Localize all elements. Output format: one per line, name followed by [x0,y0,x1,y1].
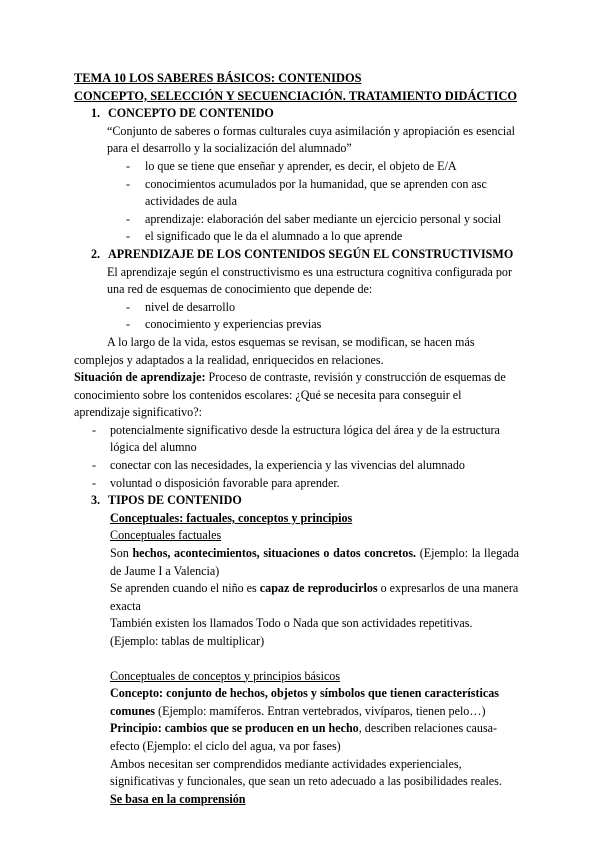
list-item: - potencialmente significativo desde la estructura lógica del área y de la estructura lógica del alumno [92,422,500,455]
document-page [74,70,519,808]
both-comprehension-text: Ambos necesitan ser comprendidos mediante actividades experienciales, significativas y funcionales, que sean un reto adecuado a las posibilidades reales. [110,756,502,789]
list-item: - conocimiento y experiencias previas [126,317,322,332]
definition-quote: “Conjunto de saberes o formas culturales cuya asimilación y apropiación es esencial para el desarrollo y la socialización del alumnado” [107,123,516,156]
schemes-paragraph: A lo largo de la vida, estos esquemas se revisan, se modifican, se hacen más complejos y adaptados a la realidad, enriquecidos en relaciones. [74,334,475,367]
list-item: - voluntad o disposición favorable para aprender. [92,475,340,490]
all-or-nothing-text: También existen los llamados Todo o Nada que son actividades repetitivas. (Ejemplo: tablas de multiplicar) [110,616,473,648]
meaningful-learning-list [74,422,519,492]
concept-list [74,158,519,246]
section-1-heading: 1. CONCEPTO DE CONTENIDO [91,106,274,121]
list-item: - el significado que le da el alumnado a lo que aprende [126,229,403,244]
doc-title: TEMA 10 LOS SABERES BÁSICOS: CONTENIDOS [74,71,362,85]
list-item: - aprendizaje: elaboración del saber mediante un ejercicio personal y social [126,211,502,226]
comprehension-basis: Se basa en la comprensión [110,791,246,806]
factual-learning: Se aprenden cuando el niño es capaz de reproducirlos o expresarlos de una manera exacta [110,581,519,613]
factual-subheading: Conceptuales factuales [110,528,222,543]
list-item: - conectar con las necesidades, la experiencia y las vivencias del alumnado [92,458,465,473]
dependency-list [74,299,519,334]
list-item: - conocimientos acumulados por la humanidad, que se aprenden con asc actividades de aula [126,176,487,209]
concept-definition: Concepto: conjunto de hechos, objetos y símbolos que tienen características comunes (Ejemplo: mamíferos. Entran vertebrados, vivíparos, tienen pelo…) [110,686,499,718]
list-item: - lo que se tiene que enseñar y aprender, es decir, el objeto de E/A [126,158,457,173]
doc-subtitle: CONCEPTO, SELECCIÓN Y SECUENCIACIÓN. TRATAMIENTO DIDÁCTICO [74,88,518,103]
constructivism-paragraph: El aprendizaje según el constructivismo es una estructura cognitiva configurada por una red de esquemas de conocimiento que depende de: [107,264,512,297]
section-2-heading: 2. APRENDIZAJE DE LOS CONTENIDOS SEGÚN EL CONSTRUCTIVISMO [91,246,514,261]
principle-definition: Principio: cambios que se producen en un hecho, describen relaciones causa-efecto (Ejemplo: el ciclo del agua, va por fases) [110,721,498,753]
learning-situation-paragraph: Situación de aprendizaje: Proceso de contraste, revisión y construcción de esquemas de conocimiento sobre los contenidos escolares: ¿Qué se necesita para conseguir el aprendizaje significativo?: [74,370,506,420]
conceptual-types-subheading: Conceptuales: factuales, conceptos y principios [110,510,353,525]
factual-definition: Son hechos, acontecimientos, situaciones o datos concretos. (Ejemplo: la llegada de Jaume I a Valencia) [110,546,519,578]
concepts-principles-subheading: Conceptuales de conceptos y principios básicos [110,668,341,683]
list-item: - nivel de desarrollo [126,299,236,314]
section-3-heading: 3. TIPOS DE CONTENIDO [91,493,242,508]
